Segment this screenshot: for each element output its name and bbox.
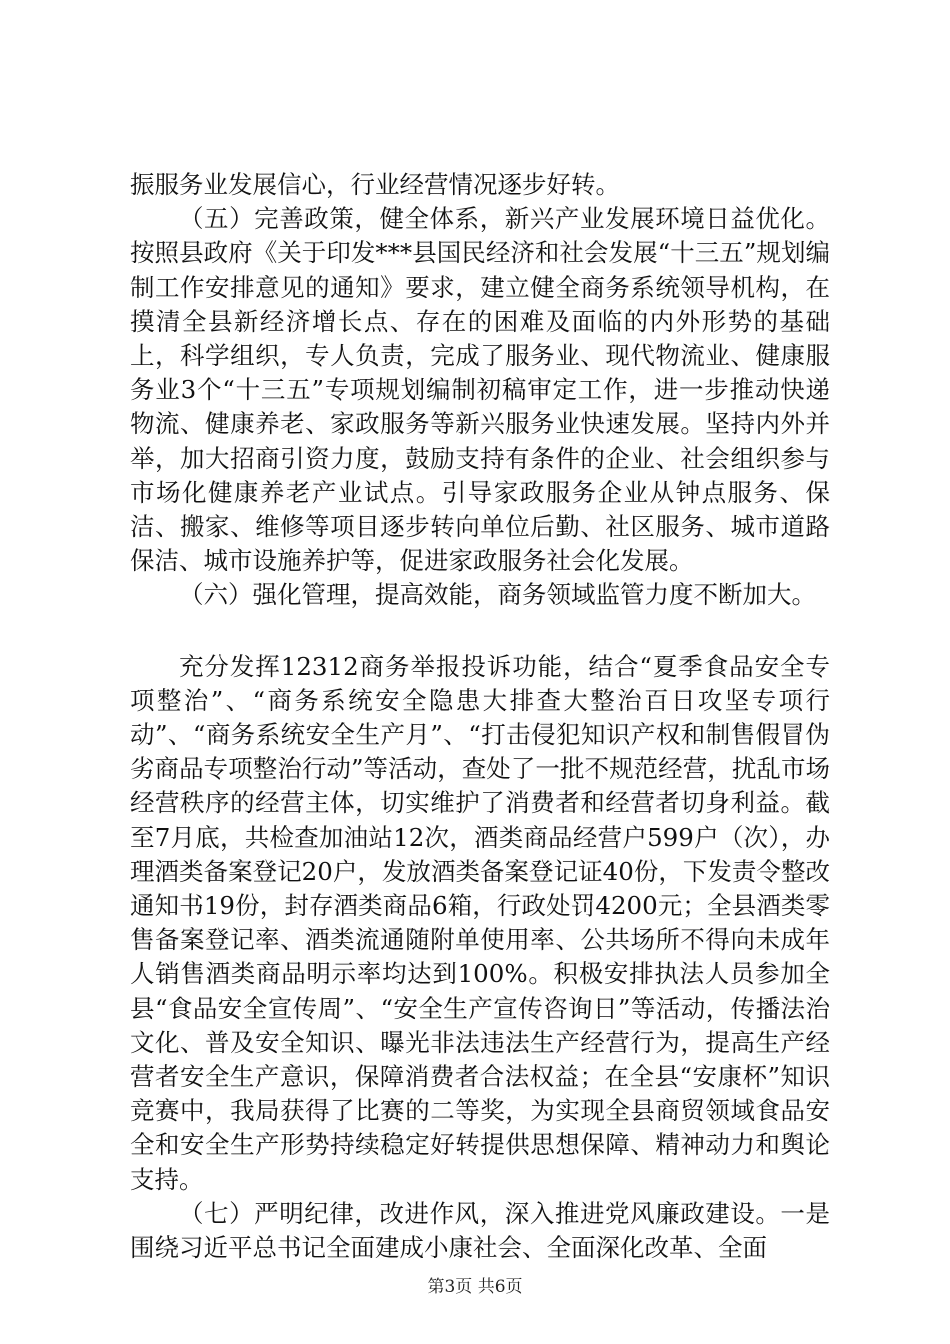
paragraph-section-6-body: 充分发挥12312商务举报投诉功能，结合“夏季食品安全专项整治”、“商务系统安全隐患大排查大整治百日攻坚专项行动”、“商务系统安全生产月”、“打击侵犯知识产权和制售假冒伪劣商品专项整治行动”等活动，查处了一批不规范经营，扰乱市场经营秩序的经营主体，切实维护了消费者和经营者切身利益。截至7月底，共检查加油站12次，酒类商品经营户599户（次），办理酒类备案登记20户，发放酒类备案登记证40份，下发责令整改通知书19份，封存酒类商品6箱，行政处罚4200元；全县酒类零售备案登记率、酒类流通随附单使用率、公共场所不得向未成年人销售酒类商品明示率均达到100%。积极安排执法人员参加全县“食品安全宣传周”、“安全生产宣传咨询日”等活动，传播法治文化、普及安全知识、曝光非法违法生产经营行为，提高生产经营者安全生产意识，保障消费者合法权益；在全县“安康杯”知识竞赛中，我局获得了比赛的二等奖，为实现全县商贸领域食品安全和安全生产形势持续稳定好转提供思想保障、精神动力和舆论支持。	[130, 651, 830, 1194]
paragraph-section-7: （七）严明纪律，改进作风，深入推进党风廉政建设。一是围绕习近平总书记全面建成小康社会、全面深化改革、全面	[130, 1198, 830, 1263]
paragraph-spacer	[130, 613, 830, 650]
paragraph-section-5: （五）完善政策，健全体系，新兴产业发展环境日益优化。按照县政府《关于印发***县国民经济和社会发展“十三五”规划编制工作安排意见的通知》要求，建立健全商务系统领导机构，在摸清全县新经济增长点、存在的困难及面临的内外形势的基础上，科学组织，专人负责，完成了服务业、现代物流业、健康服务业3个“十三五”专项规划编制初稿审定工作，进一步推动快递物流、健康养老、家政服务等新兴服务业快速发展。坚持内外并举，加大招商引资力度，鼓励支持有条件的企业、社会组织参与市场化健康养老产业试点。引导家政服务企业从钟点服务、保洁、搬家、维修等项目逐步转向单位后勤、社区服务、城市道路保洁、城市设施养护等，促进家政服务社会化发展。	[130, 204, 830, 576]
document-body	[130, 168, 830, 1265]
paragraph-continuation: 振服务业发展信心，行业经营情况逐步好转。	[130, 170, 620, 199]
paragraph-section-6-heading: （六）强化管理，提高效能，商务领域监管力度不断加大。	[179, 580, 816, 610]
page-number-footer: 第3页 共6页	[427, 1277, 523, 1297]
